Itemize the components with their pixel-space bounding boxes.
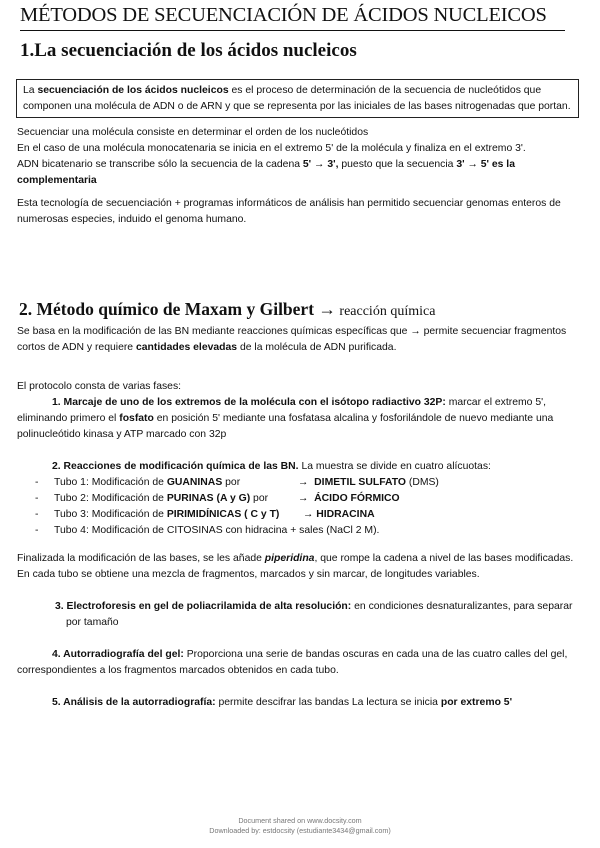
step-3-line: por tamaño bbox=[66, 617, 119, 628]
definition-line-2: componen una molécula de ADN o de ARN y que se representa por las iniciales de las bases nitrogenadas que portan. bbox=[23, 101, 571, 112]
paragraph-line: Secuenciar una molécula consiste en determinar el orden de los nucleótidos bbox=[17, 127, 369, 138]
paragraph-line: Finalizada la modificación de las bases, se les añade piperidina, que rompe la cadena a nivel de las bases modificadas. bbox=[17, 553, 574, 564]
tube-reagent: → ÁCIDO FÓRMICO bbox=[298, 493, 400, 504]
step-1-line: eliminando primero el fosfato en posición 5' mediante una fosfatasa alcalina y fosforilándole de nuevo mediante una bbox=[17, 413, 554, 424]
tube-item: Tubo 4: Modificación de CITOSINAS con hidracina + sales (NaCl 2 M). bbox=[54, 525, 380, 536]
paragraph-line: Esta tecnología de secuenciación + programas informáticos de análisis han permitido secuenciar genomas enteros de bbox=[17, 198, 561, 209]
step-3-line: 3. Electroforesis en gel de poliacrilamida de alta resolución: en condiciones desnaturalizantes, para separar bbox=[55, 601, 573, 612]
arrow-icon: → bbox=[303, 509, 314, 520]
paragraph-line: numerosas especies, induido el genoma humano. bbox=[17, 214, 247, 225]
tube-dash: - bbox=[35, 493, 39, 504]
tube-reagent: → DIMETIL SULFATO (DMS) bbox=[298, 477, 439, 488]
tube-reagent: → HIDRACINA bbox=[303, 509, 375, 520]
tube-item: Tubo 3: Modificación de PIRIMIDÍNICAS ( C y T) bbox=[54, 509, 280, 520]
footer-downloaded: Downloaded by: estdocsity (estudiante3434@gmail.com) bbox=[209, 826, 391, 835]
tube-item: Tubo 2: Modificación de PURINAS (A y G) por bbox=[54, 493, 269, 504]
paragraph-line: En cada tubo se obtiene una mezcla de fragmentos, marcados y sin marcar, de longitudes variables. bbox=[17, 569, 480, 580]
step-4-line: 4. Autorradiografía del gel: Proporciona una serie de bandas oscuras en cada una de las cuatro calles del gel, bbox=[52, 649, 568, 660]
tube-dash: - bbox=[35, 525, 39, 536]
arrow-icon: → bbox=[298, 477, 309, 488]
paragraph-line: ADN bicatenario se transcribe sólo la secuencia de la cadena 5' → 3', puesto que la secuencia 3' → 5' es la bbox=[17, 159, 515, 170]
paragraph-line: complementaria bbox=[17, 175, 97, 186]
definition-line-1: La secuenciación de los ácidos nucleicos es el proceso de determinación de la secuencia de nucleótidos que bbox=[23, 85, 542, 96]
arrow-icon: → bbox=[298, 493, 309, 504]
step-4-line: correspondientes a los fragmentos marcados obtenidos en cada tubo. bbox=[17, 665, 339, 676]
section-2-heading: 2. Método químico de Maxam y Gilbert → reacción química bbox=[19, 299, 436, 319]
paragraph-line: En el caso de una molécula monocatenaria se inicia en el extremo 5' de la molécula y finaliza en el extremo 3'. bbox=[17, 143, 526, 154]
paragraph-line: El protocolo consta de varias fases: bbox=[17, 381, 182, 392]
paragraph-line: cortos de ADN y requiere cantidades elevadas de la molécula de ADN purificada. bbox=[17, 342, 397, 353]
paragraph-line: Se basa en la modificación de las BN mediante reacciones químicas específicas que → permite secuenciar fragmentos bbox=[17, 326, 567, 337]
step-2-line: 2. Reacciones de modificación química de las BN. La muestra se divide en cuatro alícuotas: bbox=[52, 461, 491, 472]
step-1-line: 1. Marcaje de uno de los extremos de la molécula con el isótopo radiactivo 32P: marcar el extremo 5', bbox=[52, 397, 546, 408]
step-1-line: polinucleótido kinasa y ATP marcado con 32p bbox=[17, 429, 227, 440]
section-1-heading: 1.La secuenciación de los ácidos nucleicos bbox=[20, 40, 357, 61]
title-underline bbox=[20, 30, 565, 31]
tube-item: Tubo 1: Modificación de GUANINAS por bbox=[54, 477, 241, 488]
tube-dash: - bbox=[35, 477, 39, 488]
document-title: MÉTODOS DE SECUENCIACIÓN DE ÁCIDOS NUCLEICOS bbox=[20, 4, 547, 26]
step-5-line: 5. Análisis de la autorradiografía: permite descifrar las bandas La lectura se inicia por extremo 5' bbox=[52, 697, 513, 708]
arrow-icon: → bbox=[318, 299, 336, 319]
tube-dash: - bbox=[35, 509, 39, 520]
footer-shared: Document shared on www.docsity.com bbox=[238, 816, 362, 825]
